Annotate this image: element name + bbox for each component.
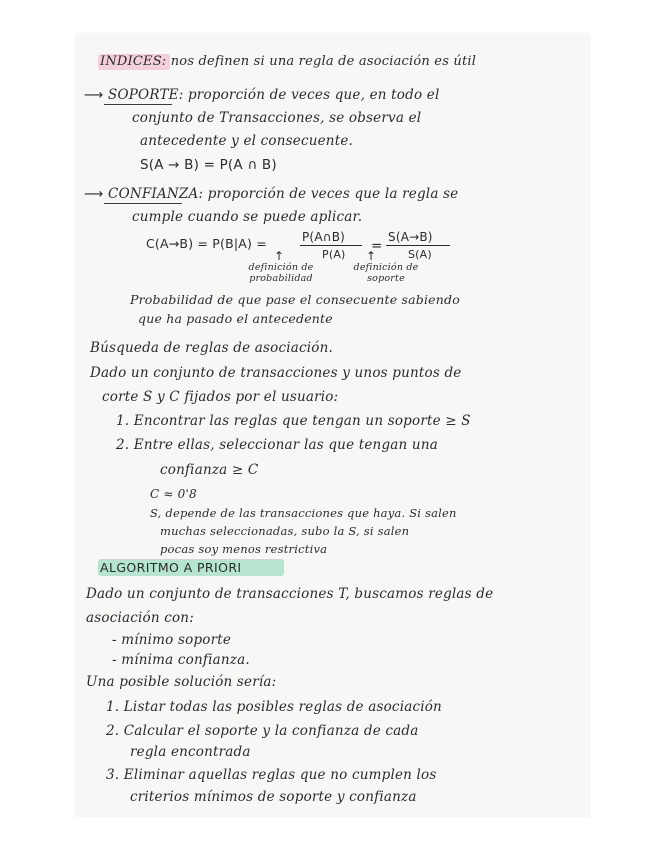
fraction-numerator-1: P(A∩B): [302, 230, 346, 244]
text-line: antecedente y el consecuente.: [140, 133, 353, 149]
fraction-denominator-1: P(A): [322, 248, 346, 261]
text-line: Dado un conjunto de transacciones T, buscamos reglas de: [86, 586, 494, 602]
text-line: S, depende de las transacciones que haya. Si salen: [150, 506, 457, 520]
text-line: asociación con:: [86, 610, 194, 626]
list-item: 2. Calcular el soporte y la confianza de cada: [106, 723, 419, 739]
note-line: definición de: [353, 262, 419, 273]
confianza-definition-line: [84, 185, 458, 203]
text-line: conjunto de Transacciones, se observa el: [132, 110, 422, 126]
list-item: - mínimo soporte: [112, 632, 232, 648]
list-item: 2. Entre ellas, seleccionar las que tengan una: [116, 437, 438, 453]
notebook-page: [76, 34, 589, 816]
underline-confianza: [104, 203, 182, 204]
list-item: 1. Encontrar las reglas que tengan un soporte ≥ S: [116, 413, 471, 429]
list-item: 1. Listar todas las posibles reglas de asociación: [106, 699, 442, 715]
note-probabilidad: [236, 262, 326, 284]
note-line: definición de: [248, 262, 314, 273]
text-line: Dado un conjunto de transacciones y unos puntos de: [90, 365, 462, 381]
text-line: cumple cuando se puede aplicar.: [132, 209, 363, 225]
text-line: corte S y C fijados por el usuario:: [102, 389, 339, 405]
text-line: criterios mínimos de soporte y confianza: [130, 789, 417, 805]
text-line: pocas soy menos restrictiva: [160, 542, 328, 556]
section-algoritmo-a-priori: ALGORITMO A PRIORI: [100, 560, 242, 575]
formula-soporte: S(A → B) = P(A ∩ B): [140, 157, 277, 173]
formula-equals: =: [371, 238, 383, 254]
up-arrow-icon: ↑: [274, 249, 285, 263]
note-soporte: [346, 262, 426, 284]
list-item: - mínima confianza.: [112, 652, 250, 668]
arrow-icon: ⟶: [84, 186, 109, 202]
fraction-denominator-2: S(A): [408, 248, 432, 261]
list-item: 3. Eliminar aquellas reglas que no cumplen los: [106, 767, 437, 783]
text-line: C ≈ 0'8: [150, 487, 197, 501]
text-line: regla encontrada: [130, 744, 251, 760]
fraction-numerator-2: S(A→B): [388, 230, 433, 244]
text-line: muchas seleccionadas, subo la S, si salen: [160, 524, 410, 538]
confianza-definition-text: : proporción de veces que la regla se: [198, 186, 459, 202]
note-line: soporte: [367, 273, 405, 284]
arrow-icon: ⟶: [84, 87, 109, 103]
up-arrow-icon: ↑: [366, 249, 377, 263]
section-busqueda: Búsqueda de reglas de asociación.: [90, 340, 333, 356]
term-confianza: CONFIANZA: [108, 186, 199, 202]
underline-soporte: [104, 104, 172, 105]
term-soporte: SOPORTE: [108, 87, 179, 103]
formula-confianza-lhs: C(A→B) = P(B|A) =: [146, 236, 267, 251]
title-indices-line: INDICES: nos definen si una regla de asociación es útil: [100, 54, 477, 69]
soporte-definition-text: : proporción de veces que, en todo el: [178, 87, 440, 103]
text-line: Una posible solución sería:: [86, 674, 277, 690]
text-line: Probabilidad de que pase el consecuente sabiendo: [130, 292, 460, 307]
text-line: confianza ≥ C: [160, 462, 259, 478]
note-line: probabilidad: [249, 273, 313, 284]
soporte-definition-line: [84, 86, 440, 104]
text-line: que ha pasado el antecedente: [138, 311, 333, 326]
